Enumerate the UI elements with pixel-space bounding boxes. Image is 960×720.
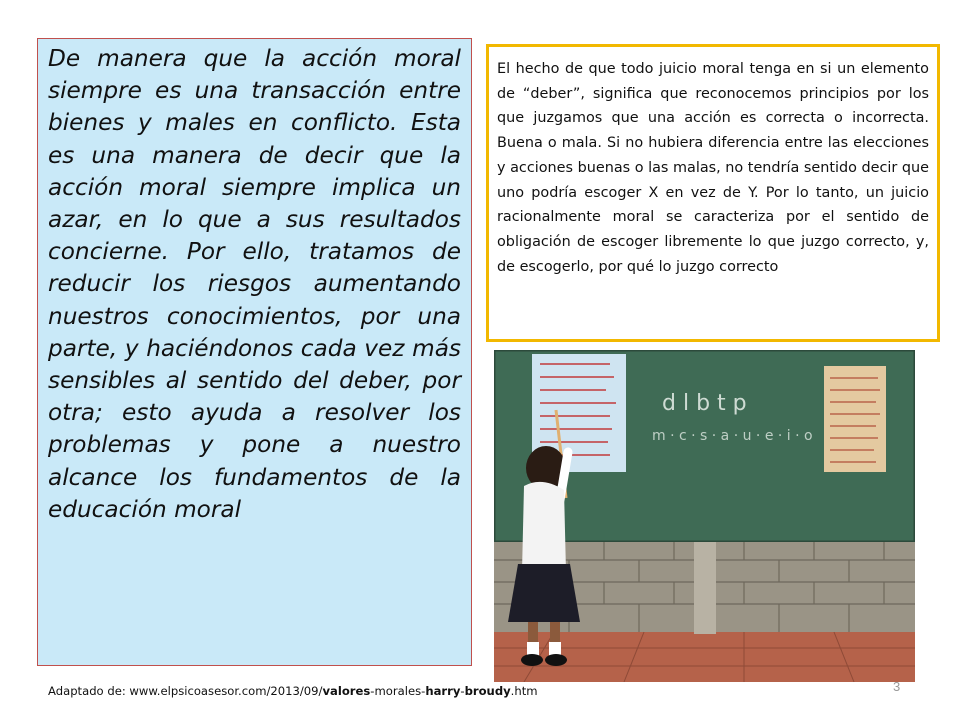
footer-bold-1: valores: [322, 684, 371, 698]
left-text-box: [37, 38, 472, 666]
chalk-writing-bottom: m · c · s · a · u · e · i · o: [652, 428, 813, 444]
right-paragraph: El hecho de que todo juicio moral tenga en si un elemento de “deber”, significa que reconocemos principios por los que juzgamos que una acción es correcta o incorrecta. Buena o mala. Si no hubiera diferencia entre las elecciones y acciones buenas o las malas, no tendría sentido decir que uno podría escoger X en vez de Y. Por lo tanto, un juicio racionalmente moral se caracteriza por el sentido de obligación de escoger libremente lo que juzgo correcto, y, de escogerlo, por qué lo juzgo correcto: [497, 61, 929, 275]
footer-prefix: Adaptado de: www.elpsicoasesor.com/2013/09/: [48, 684, 323, 698]
classroom-photo: [494, 350, 915, 682]
right-text-box: [486, 44, 940, 342]
source-citation: [48, 684, 538, 698]
footer-sep-1: -morales-: [370, 684, 426, 698]
page-number: 3: [893, 679, 901, 694]
footer-sep-2: -: [460, 684, 465, 698]
footer-bold-2: harry: [425, 684, 461, 698]
footer-bold-3: broudy: [464, 684, 511, 698]
chalk-writing-top: d l b t p: [662, 391, 747, 416]
left-paragraph: De manera que la acción moral siempre es una transacción entre bienes y males en conflicto. Esta es una manera de decir que la acción moral siempre implica un azar, en lo que a sus resultados concierne. Por ello, tratamos de reducir los riesgos aumentando nuestros conocimientos, por una parte, y haciéndonos cada vez más sensibles al sentido del deber, por otra; esto ayuda a resolver los problemas y pone a nuestro alcance los fundamentos de la educación moral: [48, 45, 461, 523]
footer-suffix: .htm: [510, 684, 538, 698]
